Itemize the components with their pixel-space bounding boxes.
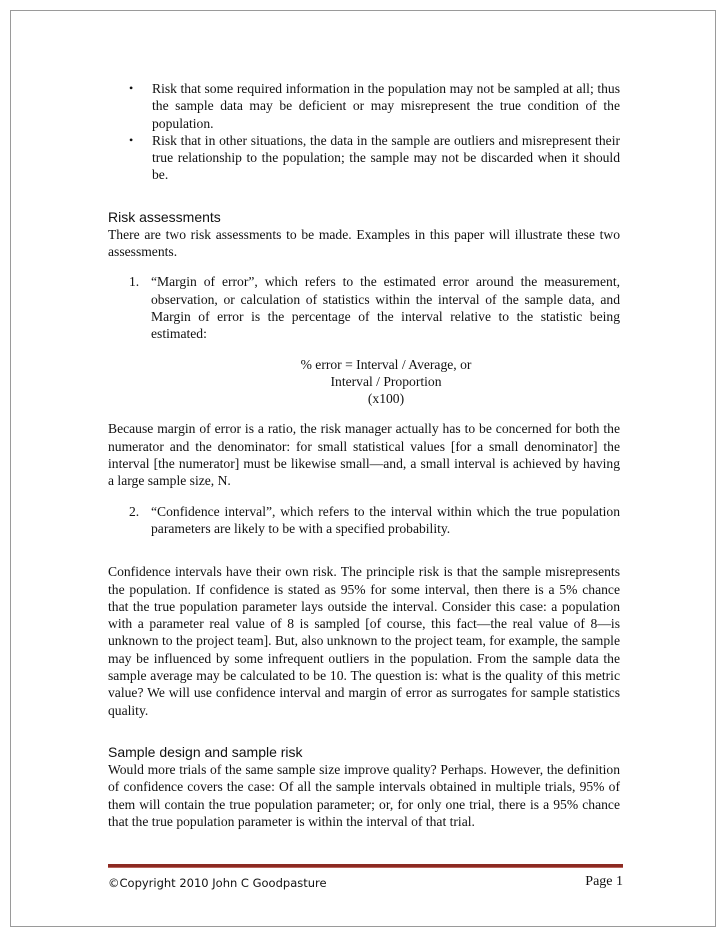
item-text: “Confidence interval”, which refers to the interval within which the true population parameters are likely to be with a specified probability. — [151, 503, 620, 536]
formula-line: % error = Interval / Average, or — [300, 356, 472, 372]
ratio-paragraph: Because margin of error is a ratio, the risk manager actually has to be concerned for both the numerator and the denominator: for small statistical values [for a small denominator] the interval [the numerator] must be likewise small—and, a small interval is achieved by having a large sample size, N. — [108, 421, 620, 489]
bullet-icon: • — [129, 132, 134, 147]
item-number: 2. — [129, 503, 140, 519]
list-item — [108, 503, 620, 538]
formula-line: (x100) — [367, 391, 405, 407]
risk-bullet-list — [108, 80, 620, 184]
item-number: 1. — [129, 274, 140, 290]
list-item — [108, 132, 620, 184]
page-number: Page 1 — [585, 874, 623, 889]
confidence-paragraph: Confidence intervals have their own risk. The principle risk is that the sample misrepresents the population. If confidence is stated as 95% for some interval, then there is a 5% chance that the true population parameter lays outside the interval. Consider this case: a population with a parameter real value of 8 is sampled [of course, this fact—the real value of 8—is unknown to the project team]. But, also unknown to the project team, for example, the sample may be influenced by some infrequent outliers in the population. From the sample data the sample average may be calculated to be 10. The question is: what is the quality of this metric value? We will use confidence interval and margin of error as surrogates for sample statistics quality. — [108, 564, 620, 718]
page-body — [108, 80, 620, 830]
item-text: “Margin of error”, which refers to the estimated error around the measurement, observation, or calculation of statistics within the interval of the sample data, and Margin of error is the percentage of the interval relative to the statistic being estimated: — [151, 274, 620, 342]
numbered-list-2 — [108, 503, 620, 538]
formula-line: Interval / Proportion — [330, 373, 442, 389]
section-heading-risk-assessments: Risk assessments — [108, 208, 221, 225]
intro-paragraph: There are two risk assessments to be made. Examples in this paper will illustrate these two assessments. — [108, 226, 620, 260]
sample-design-paragraph: Would more trials of the same sample size improve quality? Perhaps. However, the definition of confidence covers the case: Of all the sample intervals obtained in multiple trials, 95% of them will contain the true population parameter; or, for only one trial, there is a 95% chance that the true population parameter is within the interval of that trial. — [108, 761, 620, 829]
bullet-text: Risk that in other situations, the data in the sample are outliers and misrepresent their true relationship to the population; the sample may not be discarded when it should be. — [152, 132, 620, 183]
numbered-list-1 — [108, 273, 620, 342]
section-heading-sample-design: Sample design and sample risk — [108, 743, 303, 760]
list-item — [108, 80, 620, 132]
bullet-icon: • — [129, 81, 134, 95]
error-formula — [108, 356, 620, 408]
list-item — [108, 273, 620, 342]
footer-copyright: ©Copyright 2010 John C Goodpasture — [108, 876, 327, 890]
bullet-text: Risk that some required information in the population may not be sampled at all; thus the sample data may be deficient or may misrepresent the true condition of the population. — [152, 81, 620, 131]
footer-rule — [108, 864, 623, 868]
